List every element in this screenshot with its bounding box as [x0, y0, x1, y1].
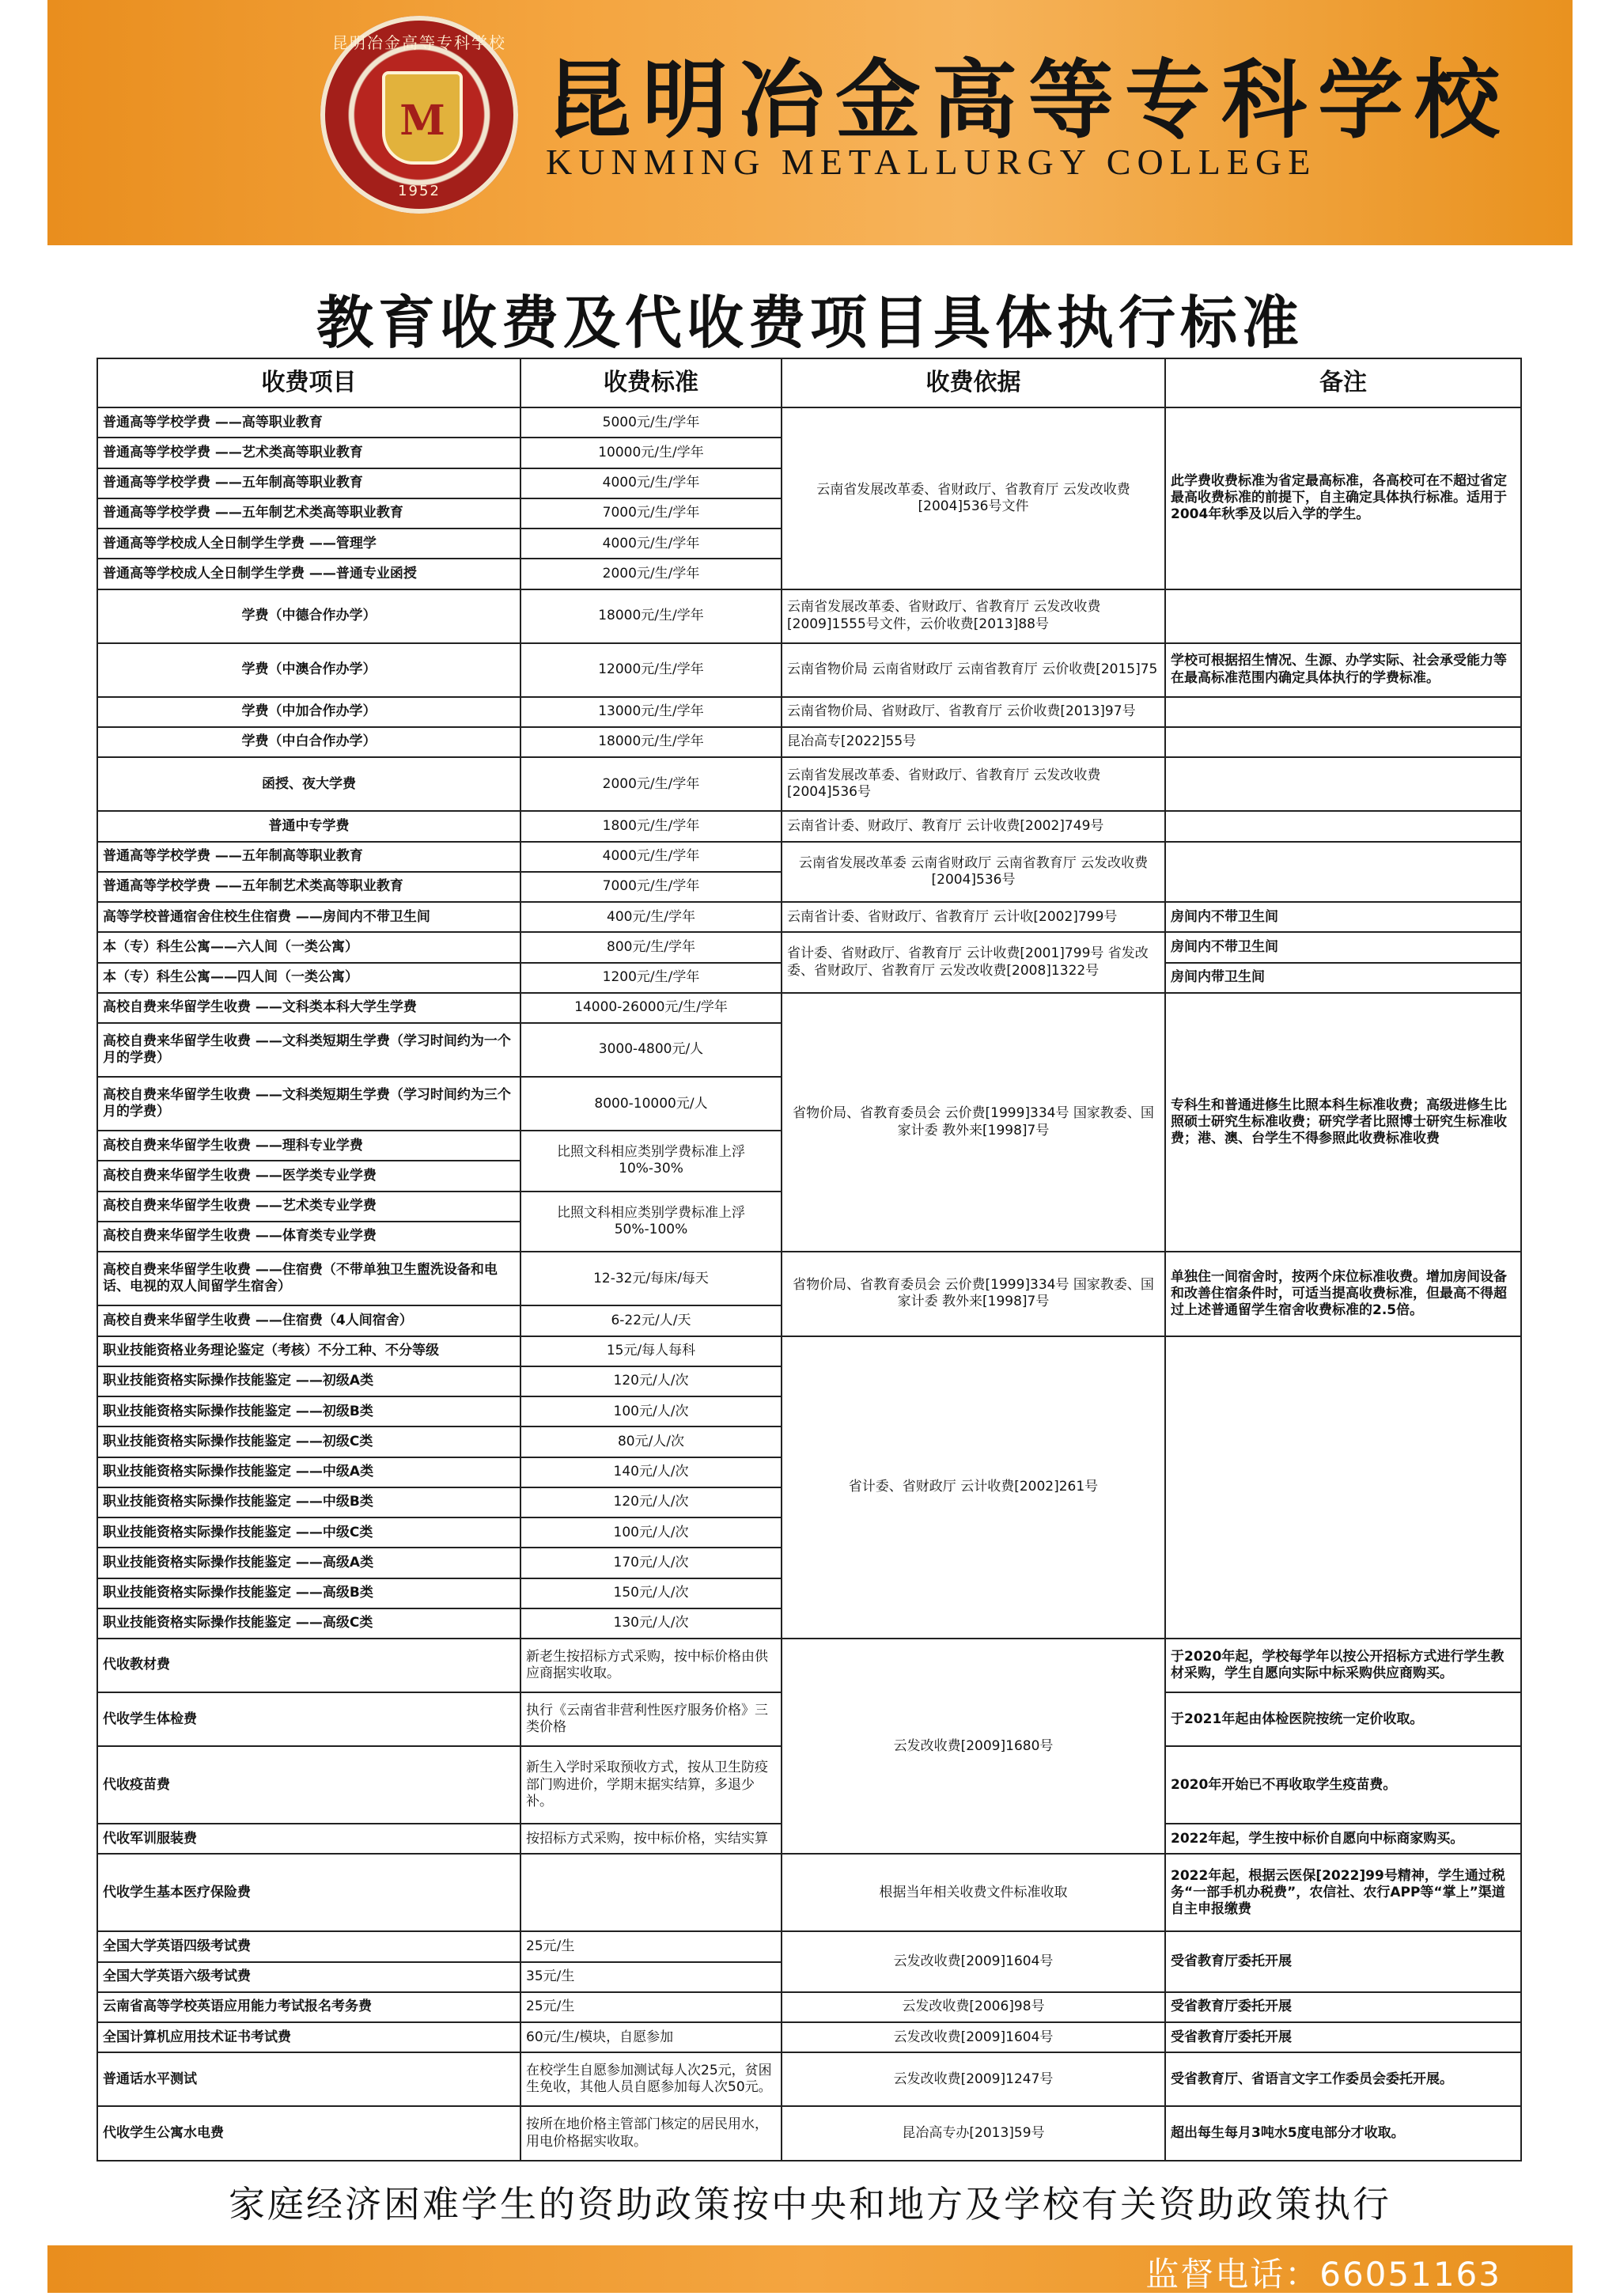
fee-item: 高校自费来华留学生收费 ——住宿费（4人间宿舍）: [97, 1305, 520, 1336]
fee-standard: 比照文科相应类别学费标准上浮50%-100%: [520, 1192, 782, 1252]
fee-item: 职业技能资格实际操作技能鉴定 ——中级B类: [97, 1487, 520, 1517]
table-row: [97, 643, 1521, 697]
table-row: [97, 1252, 1521, 1305]
table-row: [97, 407, 1521, 438]
fee-standard: 120元/人/次: [520, 1366, 782, 1396]
fee-standard: 2000元/生/学年: [520, 757, 782, 811]
table-row: [97, 902, 1521, 932]
fee-standard: 按所在地价格主管部门核定的居民用水，用电价格据实收取。: [520, 2106, 782, 2161]
fee-item: 代收学生体检费: [97, 1692, 520, 1746]
fee-item: 普通高等学校成人全日制学生学费 ——普通专业函授: [97, 559, 520, 589]
fee-note: [1165, 842, 1521, 903]
fee-basis: 云南省发展改革委 云南省财政厅 云南省教育厅 云发改收费[2004]536号: [782, 842, 1165, 903]
seal-year: 1952: [398, 183, 441, 199]
fee-standard: 3000-4800元/人: [520, 1023, 782, 1077]
fee-item: 高等学校普通宿舍住校生住宿费 ——房间内不带卫生间: [97, 902, 520, 932]
fee-item: 职业技能资格实际操作技能鉴定 ——中级A类: [97, 1457, 520, 1487]
fee-item: 全国大学英语四级考试费: [97, 1931, 520, 1961]
fee-standard: 2000元/生/学年: [520, 559, 782, 589]
fee-item: 普通高等学校学费 ——高等职业教育: [97, 407, 520, 438]
fee-item: 职业技能资格实际操作技能鉴定 ——中级C类: [97, 1517, 520, 1548]
fee-item: 代收教材费: [97, 1639, 520, 1692]
fee-item: 代收学生公寓水电费: [97, 2106, 520, 2161]
fee-standard: 100元/人/次: [520, 1396, 782, 1426]
header-banner: [47, 0, 1573, 245]
fee-note: 2020年开始已不再收取学生疫苗费。: [1165, 1746, 1521, 1824]
table-row: [97, 932, 1521, 962]
fee-note: 超出每生每月3吨水5度电部分才收取。: [1165, 2106, 1521, 2161]
fee-basis: 云发改收费[2009]1604号: [782, 2022, 1165, 2052]
fee-item: 代收学生基本医疗保险费: [97, 1854, 520, 1931]
fee-note: [1165, 811, 1521, 841]
fee-item: 职业技能资格实际操作技能鉴定 ——初级A类: [97, 1366, 520, 1396]
fee-standard: 8000-10000元/人: [520, 1077, 782, 1131]
fee-standard: 13000元/生/学年: [520, 697, 782, 727]
table-row: [97, 697, 1521, 727]
column-header: 收费标准: [520, 358, 782, 407]
fee-item: 高校自费来华留学生收费 ——理科专业学费: [97, 1131, 520, 1161]
fee-note: 2022年起，根据云医保[2022]99号精神，学生通过税务“一部手机办税费”，农信社、农行APP等“掌上”渠道自主申报缴费: [1165, 1854, 1521, 1931]
fee-basis: 云发改收费[2006]98号: [782, 1992, 1165, 2022]
seal-emblem: [382, 71, 463, 165]
fee-basis: 省物价局、省教育委员会 云价费[1999]334号 国家教委、国家计委 教外来[1998]7号: [782, 1252, 1165, 1336]
fee-note: 受省教育厅委托开展: [1165, 1931, 1521, 1992]
fee-note: [1165, 757, 1521, 811]
column-header: 收费依据: [782, 358, 1165, 407]
fee-standard: 12-32元/每床/每天: [520, 1252, 782, 1305]
fee-item: 云南省高等学校英语应用能力考试报名考务费: [97, 1992, 520, 2022]
fee-standard: 按招标方式采购，按中标价格，实结实算: [520, 1824, 782, 1854]
fee-item: 职业技能资格业务理论鉴定（考核）不分工种、不分等级: [97, 1336, 520, 1366]
fee-item: 普通高等学校学费 ——五年制高等职业教育: [97, 842, 520, 872]
fee-standard: 4000元/生/学年: [520, 842, 782, 872]
seal-text-top: 昆明冶金高等专科学校: [332, 33, 506, 52]
fee-standard: 7000元/生/学年: [520, 872, 782, 902]
fee-standard: 18000元/生/学年: [520, 727, 782, 757]
fee-table: [97, 358, 1522, 2161]
fee-note: 学校可根据招生情况、生源、办学实际、社会承受能力等在最高标准范围内确定具体执行的学费标准。: [1165, 643, 1521, 697]
fee-standard: 800元/生/学年: [520, 932, 782, 962]
fee-standard: 新老生按招标方式采购，按中标价格由供应商据实收取。: [520, 1639, 782, 1692]
fee-note: [1165, 589, 1521, 643]
fee-standard: 130元/人/次: [520, 1608, 782, 1639]
fee-basis: 云南省发展改革委、省财政厅、省教育厅 云发改收费[2004]536号文件: [782, 407, 1165, 589]
seal-mark: M: [399, 97, 445, 145]
table-row: [97, 757, 1521, 811]
fee-basis: 省计委、省财政厅、省教育厅 云计收费[2001]799号 省发改委、省财政厅、省教育厅 云发改收费[2008]1322号: [782, 932, 1165, 993]
table-row: [97, 2106, 1521, 2161]
fee-basis: 云发改收费[2009]1247号: [782, 2052, 1165, 2106]
fee-basis: 省物价局、省教育委员会 云价费[1999]334号 国家教委、国家计委 教外来[1998]7号: [782, 993, 1165, 1252]
fee-item: 普通高等学校成人全日制学生学费 ——管理学: [97, 529, 520, 559]
table-row: [97, 1992, 1521, 2022]
fee-basis: 省计委、省财政厅 云计收费[2002]261号: [782, 1336, 1165, 1639]
table-row: [97, 993, 1521, 1023]
fee-item: 职业技能资格实际操作技能鉴定 ——初级B类: [97, 1396, 520, 1426]
table-row: [97, 2022, 1521, 2052]
fee-item: 职业技能资格实际操作技能鉴定 ——高级B类: [97, 1578, 520, 1608]
fee-note: 受省教育厅委托开展: [1165, 1992, 1521, 2022]
fee-note: 于2021年起由体检医院按统一定价收取。: [1165, 1692, 1521, 1746]
fee-note: 房间内不带卫生间: [1165, 902, 1521, 932]
fee-basis: 云南省计委、财政厅、教育厅 云计收费[2002]749号: [782, 811, 1165, 841]
fee-item: 职业技能资格实际操作技能鉴定 ——高级C类: [97, 1608, 520, 1639]
fee-standard: 18000元/生/学年: [520, 589, 782, 643]
fee-item: 职业技能资格实际操作技能鉴定 ——高级A类: [97, 1548, 520, 1578]
fee-note: 2022年起，学生按中标价自愿向中标商家购买。: [1165, 1824, 1521, 1854]
fee-basis: 云发改收费[2009]1680号: [782, 1639, 1165, 1854]
fee-basis: 云南省发展改革委、省财政厅、省教育厅 云发改收费[2009]1555号文件，云价收费[2013]88号: [782, 589, 1165, 643]
fee-item: 普通高等学校学费 ——五年制高等职业教育: [97, 468, 520, 498]
fee-item: 普通话水平测试: [97, 2052, 520, 2106]
fee-standard: [520, 1854, 782, 1931]
column-header: 备注: [1165, 358, 1521, 407]
fee-basis: 云南省物价局、省财政厅、省教育厅 云价收费[2013]97号: [782, 697, 1165, 727]
footer-banner: [47, 2245, 1573, 2293]
fee-basis: 云发改收费[2009]1604号: [782, 1931, 1165, 1992]
fee-standard: 15元/每人每科: [520, 1336, 782, 1366]
fee-item: 学费（中白合作办学）: [97, 727, 520, 757]
fee-standard: 5000元/生/学年: [520, 407, 782, 438]
table-row: [97, 2052, 1521, 2106]
fee-standard: 25元/生: [520, 1931, 782, 1961]
fee-standard: 4000元/生/学年: [520, 468, 782, 498]
fee-item: 高校自费来华留学生收费 ——文科类短期生学费（学习时间约为三个月的学费）: [97, 1077, 520, 1131]
fee-item: 全国计算机应用技术证书考试费: [97, 2022, 520, 2052]
table-row: [97, 1336, 1521, 1366]
fee-standard: 60元/生/模块，自愿参加: [520, 2022, 782, 2052]
fee-item: 高校自费来华留学生收费 ——住宿费（不带单独卫生盥洗设备和电话、电视的双人间留学生宿舍）: [97, 1252, 520, 1305]
table-row: [97, 1931, 1521, 1961]
fee-note: 房间内带卫生间: [1165, 963, 1521, 993]
school-name-en: KUNMING METALLURGY COLLEGE: [546, 142, 1317, 182]
school-seal-logo: [320, 16, 518, 214]
fee-standard: 4000元/生/学年: [520, 529, 782, 559]
fee-note: 于2020年起，学校每学年以按公开招标方式进行学生教材采购，学生自愿向实际中标采购供应商购买。: [1165, 1639, 1521, 1692]
fee-standard: 10000元/生/学年: [520, 438, 782, 468]
fee-note: 受省教育厅、省语言文字工作委员会委托开展。: [1165, 2052, 1521, 2106]
fee-item: 代收军训服装费: [97, 1824, 520, 1854]
fee-item: 代收疫苗费: [97, 1746, 520, 1824]
fee-item: 高校自费来华留学生收费 ——医学类专业学费: [97, 1161, 520, 1191]
fee-note: 专科生和普通进修生比照本科生标准收费；高级进修生比照硕士研究生标准收费；研究学者比照博士研究生标准收费；港、澳、台学生不得参照此收费标准收费: [1165, 993, 1521, 1252]
fee-basis: 云南省物价局 云南省财政厅 云南省教育厅 云价收费[2015]75: [782, 643, 1165, 697]
fee-item: 学费（中加合作办学）: [97, 697, 520, 727]
fee-item: 函授、夜大学费: [97, 757, 520, 811]
fee-standard: 170元/人/次: [520, 1548, 782, 1578]
fee-item: 学费（中德合作办学）: [97, 589, 520, 643]
fee-note: 此学费收费标准为省定最高标准，各高校可在不超过省定最高收费标准的前提下，自主确定具体执行标准。适用于2004年秋季及以后入学的学生。: [1165, 407, 1521, 589]
table-row: [97, 811, 1521, 841]
school-name-cn: 昆明冶金高等专科学校: [546, 51, 1512, 150]
fee-note: [1165, 727, 1521, 757]
fee-item: 全国大学英语六级考试费: [97, 1962, 520, 1992]
table-row: [97, 842, 1521, 872]
fee-table-container: [97, 358, 1520, 2161]
fee-note: 房间内不带卫生间: [1165, 932, 1521, 962]
table-header-row: [97, 358, 1521, 407]
page-title: 教育收费及代收费项目具体执行标准: [316, 290, 1304, 356]
fee-note: [1165, 1336, 1521, 1639]
financial-aid-policy-text: 家庭经济困难学生的资助政策按中央和地方及学校有关资助政策执行: [229, 2183, 1391, 2226]
fee-standard: 1200元/生/学年: [520, 963, 782, 993]
fee-note: 单独住一间宿舍时，按两个床位标准收费。增加房间设备和改善住宿条件时，可适当提高收费标准，但最高不得超过上述普通留学生宿舍收费标准的2.5倍。: [1165, 1252, 1521, 1336]
fee-item: 职业技能资格实际操作技能鉴定 ——初级C类: [97, 1426, 520, 1457]
fee-standard: 1800元/生/学年: [520, 811, 782, 841]
fee-standard: 80元/人/次: [520, 1426, 782, 1457]
fee-standard: 35元/生: [520, 1962, 782, 1992]
fee-note: [1165, 697, 1521, 727]
fee-item: 学费（中澳合作办学）: [97, 643, 520, 697]
fee-standard: 400元/生/学年: [520, 902, 782, 932]
fee-basis: 昆冶高专办[2013]59号: [782, 2106, 1165, 2161]
fee-item: 普通高等学校学费 ——艺术类高等职业教育: [97, 438, 520, 468]
fee-basis: 昆冶高专[2022]55号: [782, 727, 1165, 757]
fee-standard: 6-22元/人/天: [520, 1305, 782, 1336]
table-row: [97, 1639, 1521, 1692]
fee-basis: 根据当年相关收费文件标准收取: [782, 1854, 1165, 1931]
fee-basis: 云南省计委、省财政厅、省教育厅 云计收[2002]799号: [782, 902, 1165, 932]
fee-standard: 执行《云南省非营利性医疗服务价格》三类价格: [520, 1692, 782, 1746]
fee-standard: 150元/人/次: [520, 1578, 782, 1608]
fee-standard: 比照文科相应类别学费标准上浮10%-30%: [520, 1131, 782, 1192]
fee-standard: 在校学生自愿参加测试每人次25元，贫困生免收，其他人员自愿参加每人次50元。: [520, 2052, 782, 2106]
fee-item: 本（专）科生公寓——四人间（一类公寓）: [97, 963, 520, 993]
fee-basis: 云南省发展改革委、省财政厅、省教育厅 云发改收费[2004]536号: [782, 757, 1165, 811]
fee-standard: 14000-26000元/生/学年: [520, 993, 782, 1023]
fee-item: 普通高等学校学费 ——五年制艺术类高等职业教育: [97, 872, 520, 902]
fee-item: 高校自费来华留学生收费 ——文科类本科大学生学费: [97, 993, 520, 1023]
fee-standard: 25元/生: [520, 1992, 782, 2022]
fee-standard: 140元/人/次: [520, 1457, 782, 1487]
fee-item: 普通高等学校学费 ——五年制艺术类高等职业教育: [97, 498, 520, 529]
fee-item: 高校自费来华留学生收费 ——体育类专业学费: [97, 1222, 520, 1252]
fee-item: 高校自费来华留学生收费 ——文科类短期生学费（学习时间约为一个月的学费）: [97, 1023, 520, 1077]
fee-item: 普通中专学费: [97, 811, 520, 841]
fee-standard: 新生入学时采取预收方式，按从卫生防疫部门购进价，学期末据实结算，多退少补。: [520, 1746, 782, 1824]
fee-standard: 100元/人/次: [520, 1517, 782, 1548]
fee-item: 本（专）科生公寓——六人间（一类公寓）: [97, 932, 520, 962]
table-row: [97, 1854, 1521, 1931]
table-row: [97, 589, 1521, 643]
supervision-hotline: 监督电话：66051163: [1145, 2255, 1501, 2294]
fee-standard: 7000元/生/学年: [520, 498, 782, 529]
table-row: [97, 727, 1521, 757]
column-header: 收费项目: [97, 358, 520, 407]
fee-standard: 120元/人/次: [520, 1487, 782, 1517]
fee-item: 高校自费来华留学生收费 ——艺术类专业学费: [97, 1192, 520, 1222]
fee-standard: 12000元/生/学年: [520, 643, 782, 697]
fee-note: 受省教育厅委托开展: [1165, 2022, 1521, 2052]
